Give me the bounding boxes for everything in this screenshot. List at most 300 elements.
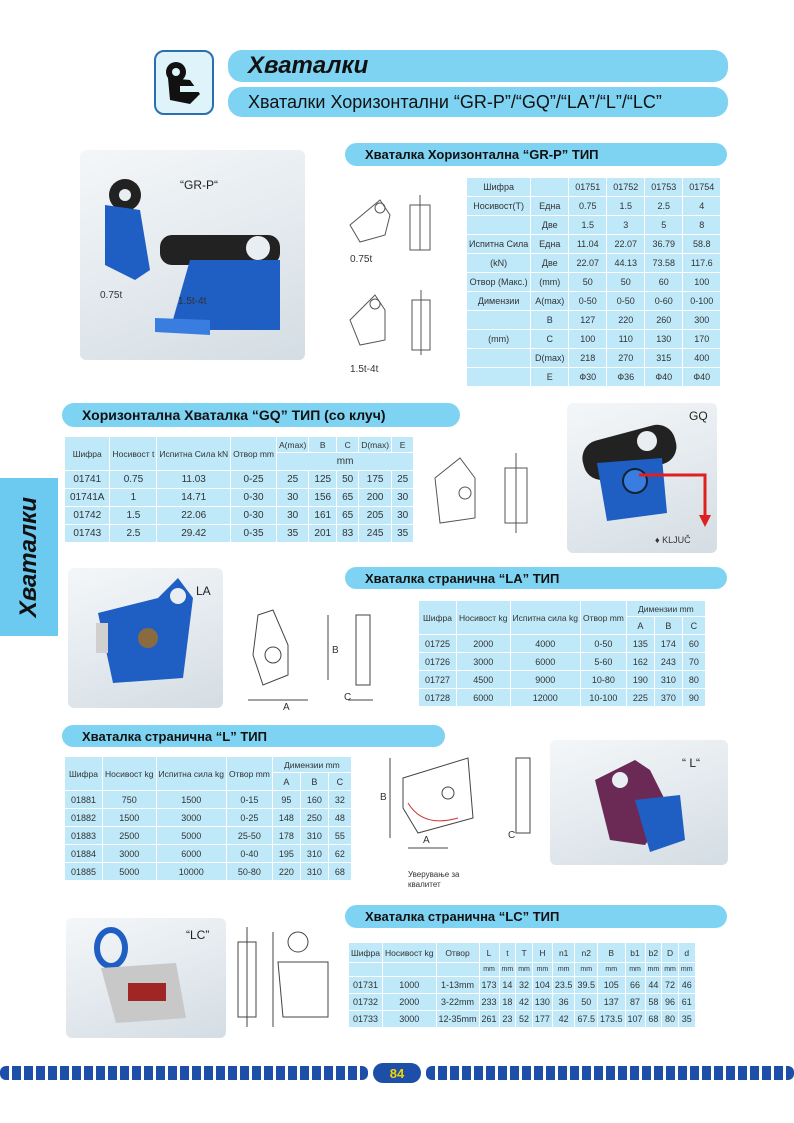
table-cell: D(max) <box>531 349 569 368</box>
table-cell: Ф30 <box>569 368 607 387</box>
table-cell: 10-80 <box>580 671 626 689</box>
table-header: Носивост kg <box>457 601 511 635</box>
table-cell: 35 <box>678 1011 695 1028</box>
table-cell: 117.6 <box>683 254 721 273</box>
table-row <box>65 791 352 809</box>
table-header: b1 <box>625 943 645 963</box>
table-cell: 1.5 <box>607 197 645 216</box>
grp-title: Хваталка Хоризонтална “GR-P” ТИП <box>345 143 727 166</box>
svg-text:B: B <box>332 645 339 656</box>
table-cell: 01751 <box>569 178 607 197</box>
table-cell: 3000 <box>103 845 157 863</box>
table-unit: mm <box>479 963 499 977</box>
table-unit: mm <box>597 963 625 977</box>
table-header: B <box>654 617 682 635</box>
table-cell: 01753 <box>645 178 683 197</box>
table-row <box>467 216 721 235</box>
table-cell: 25 <box>277 471 309 489</box>
table-cell: Отвор (Макс.) <box>467 273 531 292</box>
table-cell: 96 <box>662 994 679 1011</box>
table-cell: 80 <box>682 671 705 689</box>
lc-table-wrap <box>348 942 696 1028</box>
table-cell: 173.5 <box>597 1011 625 1028</box>
table-cell: 87 <box>625 994 645 1011</box>
table-cell: 30 <box>392 489 414 507</box>
table-row <box>349 1011 696 1028</box>
table-header: Шифра <box>349 943 383 963</box>
table-unit: mm <box>277 453 414 471</box>
la-drawing <box>238 605 388 715</box>
table-cell: 30 <box>277 507 309 525</box>
table-cell: 12000 <box>510 689 580 707</box>
table-header: Отвор mm <box>231 437 277 471</box>
clamp-logo-icon <box>160 56 208 110</box>
table-cell: 175 <box>359 471 392 489</box>
grp-table-wrap <box>466 177 721 387</box>
lc-diagram <box>228 922 348 1037</box>
table-cell: 5000 <box>156 827 226 845</box>
table-cell: 68 <box>328 863 351 881</box>
table-cell: 0-50 <box>580 635 626 653</box>
table-row <box>467 311 721 330</box>
table-cell: 2000 <box>383 994 437 1011</box>
table-row <box>419 671 706 689</box>
table-unit: mm <box>645 963 662 977</box>
table-row <box>65 809 352 827</box>
table-cell: 30 <box>392 507 414 525</box>
table-cell: 1500 <box>103 809 157 827</box>
gq-diagram <box>420 448 550 548</box>
table-cell: 46 <box>678 977 695 994</box>
table-cell: 12-35mm <box>436 1011 479 1028</box>
table-header: A <box>272 773 300 791</box>
table-cell: 23 <box>499 1011 516 1028</box>
l-table <box>64 756 352 881</box>
table-cell: 173 <box>479 977 499 994</box>
table-cell: 01883 <box>65 827 103 845</box>
table-cell: 3000 <box>383 1011 437 1028</box>
table-cell: 107 <box>625 1011 645 1028</box>
table-cell: 80 <box>662 1011 679 1028</box>
table-cell: 01731 <box>349 977 383 994</box>
table-row <box>65 437 414 453</box>
table-row <box>349 943 696 963</box>
table-cell: (kN) <box>467 254 531 273</box>
table-cell <box>467 368 531 387</box>
footer-chain-right <box>426 1066 794 1080</box>
table-cell: 156 <box>309 489 337 507</box>
table-cell: 32 <box>328 791 351 809</box>
table-row <box>467 273 721 292</box>
table-row <box>467 254 721 273</box>
table-cell: 67.5 <box>575 1011 598 1028</box>
table-header: B <box>597 943 625 963</box>
table-header: Испитна Сила kN <box>157 437 231 471</box>
table-cell: 310 <box>300 827 328 845</box>
table-cell: 36 <box>552 994 575 1011</box>
table-cell: 50 <box>569 273 607 292</box>
table-row <box>419 635 706 653</box>
table-cell: 01728 <box>419 689 457 707</box>
table-cell: 60 <box>682 635 705 653</box>
table-cell <box>531 178 569 197</box>
table-row <box>65 827 352 845</box>
table-row <box>349 994 696 1011</box>
table-unit: mm <box>678 963 695 977</box>
table-cell: 130 <box>532 994 552 1011</box>
table-cell: 01741A <box>65 489 110 507</box>
table-cell: 22.06 <box>157 507 231 525</box>
table-header: H <box>532 943 552 963</box>
header-logo <box>154 50 214 115</box>
table-unit: mm <box>552 963 575 977</box>
table-row <box>65 757 352 773</box>
table-cell: 310 <box>300 845 328 863</box>
table-cell: 1500 <box>156 791 226 809</box>
table-cell: 2.5 <box>110 525 157 543</box>
table-cell: 1 <box>110 489 157 507</box>
table-cell: 62 <box>328 845 351 863</box>
table-cell: 243 <box>654 653 682 671</box>
la-diagram <box>238 605 388 715</box>
table-cell: 50 <box>575 994 598 1011</box>
table-row <box>65 507 414 525</box>
la-table <box>418 600 706 707</box>
table-header: Отвор <box>436 943 479 963</box>
table-cell: 135 <box>626 635 654 653</box>
table-cell: 162 <box>626 653 654 671</box>
l-photo <box>550 740 728 865</box>
table-cell: 250 <box>300 809 328 827</box>
table-cell: Носивост(Т) <box>467 197 531 216</box>
table-cell: 261 <box>479 1011 499 1028</box>
table-cell: 42 <box>516 994 533 1011</box>
page-title: Хваталки <box>228 50 728 82</box>
table-cell: 8 <box>683 216 721 235</box>
l-diagram <box>378 748 538 898</box>
table-cell: 60 <box>645 273 683 292</box>
svg-text:B: B <box>380 792 387 803</box>
table-cell: 0-15 <box>226 791 272 809</box>
table-cell: 01882 <box>65 809 103 827</box>
table-header: Отвор mm <box>226 757 272 791</box>
table-cell: 750 <box>103 791 157 809</box>
table-cell: 2000 <box>457 635 511 653</box>
table-cell: 4 <box>683 197 721 216</box>
table-cell: 4000 <box>510 635 580 653</box>
table-unit: mm <box>575 963 598 977</box>
table-cell: 18 <box>499 994 516 1011</box>
la-photo-label: LA <box>196 584 211 598</box>
table-cell: 0-40 <box>226 845 272 863</box>
table-cell: 177 <box>532 1011 552 1028</box>
table-header: d <box>678 943 695 963</box>
table-cell: 68 <box>645 1011 662 1028</box>
table-cell: 233 <box>479 994 499 1011</box>
table-header: Шифра <box>65 437 110 471</box>
table-cell: 58.8 <box>683 235 721 254</box>
la-photo <box>68 568 223 708</box>
table-header: Испитна сила kg <box>156 757 226 791</box>
l-note: Уверување за квалитет <box>408 870 460 889</box>
table-cell: 66 <box>625 977 645 994</box>
gq-table-wrap <box>64 436 414 543</box>
table-row <box>467 197 721 216</box>
table-cell: 83 <box>337 525 359 543</box>
table-cell: 14 <box>499 977 516 994</box>
side-tab-label: Хваталки <box>15 496 42 618</box>
table-cell: 11.03 <box>157 471 231 489</box>
table-cell: 225 <box>626 689 654 707</box>
table-cell: 6000 <box>457 689 511 707</box>
table-cell: 220 <box>607 311 645 330</box>
table-cell: 01881 <box>65 791 103 809</box>
gq-photo-label: GQ <box>689 409 708 423</box>
table-header: D <box>662 943 679 963</box>
table-cell: 01754 <box>683 178 721 197</box>
table-cell: 310 <box>654 671 682 689</box>
page-subtitle: Хваталки Хоризонтални “GR-P”/“GQ”/“LA”/“L”/“LC” <box>228 87 728 117</box>
table-cell: 23.5 <box>552 977 575 994</box>
table-cell: 1000 <box>383 977 437 994</box>
la-title: Хваталка странична “LA” ТИП <box>345 567 727 589</box>
table-cell: 260 <box>645 311 683 330</box>
table-cell: 10000 <box>156 863 226 881</box>
table-cell: Една <box>531 197 569 216</box>
table-cell: 2500 <box>103 827 157 845</box>
svg-text:C: C <box>508 830 516 841</box>
table-unit: mm <box>662 963 679 977</box>
table-cell: 65 <box>337 489 359 507</box>
svg-text:A: A <box>283 702 290 713</box>
table-row <box>65 489 414 507</box>
table-cell: 36.79 <box>645 235 683 254</box>
table-row <box>467 368 721 387</box>
table-header: B <box>300 773 328 791</box>
table-cell: 22.07 <box>569 254 607 273</box>
table-cell: 90 <box>682 689 705 707</box>
table-cell: 127 <box>569 311 607 330</box>
table-row <box>65 525 414 543</box>
table-row <box>349 963 696 977</box>
table-cell: 01752 <box>607 178 645 197</box>
table-cell: 218 <box>569 349 607 368</box>
table-cell: 1.5 <box>569 216 607 235</box>
table-header: Носивост kg <box>103 757 157 791</box>
table-cell: 42 <box>552 1011 575 1028</box>
table-cell: 174 <box>654 635 682 653</box>
table-cell: (mm) <box>467 330 531 349</box>
table-unit <box>383 963 437 977</box>
table-cell: 100 <box>569 330 607 349</box>
table-cell: 10-100 <box>580 689 626 707</box>
side-tab <box>0 478 58 636</box>
lc-title: Хваталка странична “LC” ТИП <box>345 905 727 928</box>
table-cell: 70 <box>682 653 705 671</box>
grp-drawing <box>330 180 460 380</box>
lc-drawing <box>228 922 348 1037</box>
table-cell: 0-35 <box>231 525 277 543</box>
table-cell: 300 <box>683 311 721 330</box>
table-unit: mm <box>532 963 552 977</box>
table-row <box>467 235 721 254</box>
table-cell: 25-50 <box>226 827 272 845</box>
table-cell <box>467 349 531 368</box>
gq-drawing <box>420 448 550 548</box>
grp-diagram <box>330 180 460 380</box>
table-cell: 310 <box>300 863 328 881</box>
table-cell: 01885 <box>65 863 103 881</box>
table-header: Шифра <box>419 601 457 635</box>
table-cell: 72 <box>662 977 679 994</box>
table-cell: B <box>531 311 569 330</box>
table-row <box>467 292 721 311</box>
table-cell: 0-30 <box>231 507 277 525</box>
table-header: n2 <box>575 943 598 963</box>
table-header: B <box>309 437 337 453</box>
table-cell: 200 <box>359 489 392 507</box>
table-cell: 160 <box>300 791 328 809</box>
table-cell: 245 <box>359 525 392 543</box>
table-cell: 0.75 <box>569 197 607 216</box>
table-cell: (mm) <box>531 273 569 292</box>
table-cell: 50 <box>607 273 645 292</box>
table-cell: 137 <box>597 994 625 1011</box>
table-row <box>65 845 352 863</box>
table-cell: 270 <box>607 349 645 368</box>
table-cell: 201 <box>309 525 337 543</box>
table-header: A <box>626 617 654 635</box>
l-title: Хваталка странична “L” ТИП <box>62 725 445 747</box>
page-number-badge <box>373 1063 421 1083</box>
table-cell: 55 <box>328 827 351 845</box>
table-cell: 35 <box>392 525 414 543</box>
table-cell: E <box>531 368 569 387</box>
table-unit: mm <box>499 963 516 977</box>
table-header: C <box>337 437 359 453</box>
table-header: Димензии mm <box>272 757 351 773</box>
table-cell: 65 <box>337 507 359 525</box>
table-header: n1 <box>552 943 575 963</box>
table-row <box>419 653 706 671</box>
table-cell: Ф40 <box>683 368 721 387</box>
table-cell: 0-25 <box>226 809 272 827</box>
table-cell: 100 <box>683 273 721 292</box>
table-cell: 0-30 <box>231 489 277 507</box>
table-cell <box>467 216 531 235</box>
table-header: Носивост kg <box>383 943 437 963</box>
l-clamp-image <box>550 740 728 865</box>
table-cell: 95 <box>272 791 300 809</box>
table-cell: 29.42 <box>157 525 231 543</box>
table-header: A(max) <box>277 437 309 453</box>
table-cell: 370 <box>654 689 682 707</box>
table-row <box>65 471 414 489</box>
table-cell: 0-100 <box>683 292 721 311</box>
table-cell: 01741 <box>65 471 110 489</box>
table-cell: 220 <box>272 863 300 881</box>
table-cell: 5 <box>645 216 683 235</box>
table-cell: 130 <box>645 330 683 349</box>
table-header: Испитна сила kg <box>510 601 580 635</box>
table-header: Шифра <box>65 757 103 791</box>
grp-photo <box>80 150 305 360</box>
svg-text:A: A <box>423 835 430 846</box>
la-table-wrap <box>418 600 706 707</box>
table-cell: 0-50 <box>569 292 607 311</box>
table-row <box>467 178 721 197</box>
gq-clamp-image <box>567 403 717 553</box>
lc-table <box>348 942 696 1028</box>
table-cell: 195 <box>272 845 300 863</box>
table-cell: 01743 <box>65 525 110 543</box>
table-cell: 0.75 <box>110 471 157 489</box>
table-cell: 50-80 <box>226 863 272 881</box>
table-cell <box>467 311 531 330</box>
table-header: Носивост t <box>110 437 157 471</box>
table-cell: 01726 <box>419 653 457 671</box>
table-unit: mm <box>625 963 645 977</box>
table-cell: Две <box>531 254 569 273</box>
table-cell: 44 <box>645 977 662 994</box>
table-cell: 73.58 <box>645 254 683 273</box>
table-cell: 6000 <box>156 845 226 863</box>
table-cell: 22.07 <box>607 235 645 254</box>
table-unit: mm <box>516 963 533 977</box>
table-cell: 1.5 <box>110 507 157 525</box>
table-header: Димензии mm <box>626 601 705 617</box>
table-row <box>419 601 706 617</box>
table-cell: Димензии <box>467 292 531 311</box>
grp-diag-cap-1: 0.75t <box>350 254 373 265</box>
table-cell: 3000 <box>457 653 511 671</box>
table-cell: 400 <box>683 349 721 368</box>
table-cell: 178 <box>272 827 300 845</box>
table-cell: 01732 <box>349 994 383 1011</box>
table-cell: A(max) <box>531 292 569 311</box>
table-cell: 32 <box>516 977 533 994</box>
table-cell: 2.5 <box>645 197 683 216</box>
table-cell: 61 <box>678 994 695 1011</box>
table-cell: 11.04 <box>569 235 607 254</box>
table-cell: 01733 <box>349 1011 383 1028</box>
table-header: D(max) <box>359 437 392 453</box>
table-cell: 205 <box>359 507 392 525</box>
table-cell: 52 <box>516 1011 533 1028</box>
table-cell: 104 <box>532 977 552 994</box>
grp-diag-cap-2: 1.5t-4t <box>350 364 379 375</box>
table-row <box>467 349 721 368</box>
table-cell: 0-60 <box>645 292 683 311</box>
grp-cap-large: 1.5t-4t <box>178 296 207 307</box>
gq-table <box>64 436 414 543</box>
table-header: C <box>328 773 351 791</box>
table-cell: 3 <box>607 216 645 235</box>
table-cell: 125 <box>309 471 337 489</box>
table-cell: 5-60 <box>580 653 626 671</box>
table-header: L <box>479 943 499 963</box>
table-row <box>349 977 696 994</box>
table-cell: 0-50 <box>607 292 645 311</box>
table-cell: 01884 <box>65 845 103 863</box>
l-photo-label: “ L“ <box>682 756 700 770</box>
table-cell: Ф36 <box>607 368 645 387</box>
table-cell: 110 <box>607 330 645 349</box>
table-header: b2 <box>645 943 662 963</box>
table-cell: 161 <box>309 507 337 525</box>
gq-title: Хоризонтална Хваталка “GQ” ТИП (со клуч) <box>62 403 460 427</box>
gq-photo <box>567 403 717 553</box>
